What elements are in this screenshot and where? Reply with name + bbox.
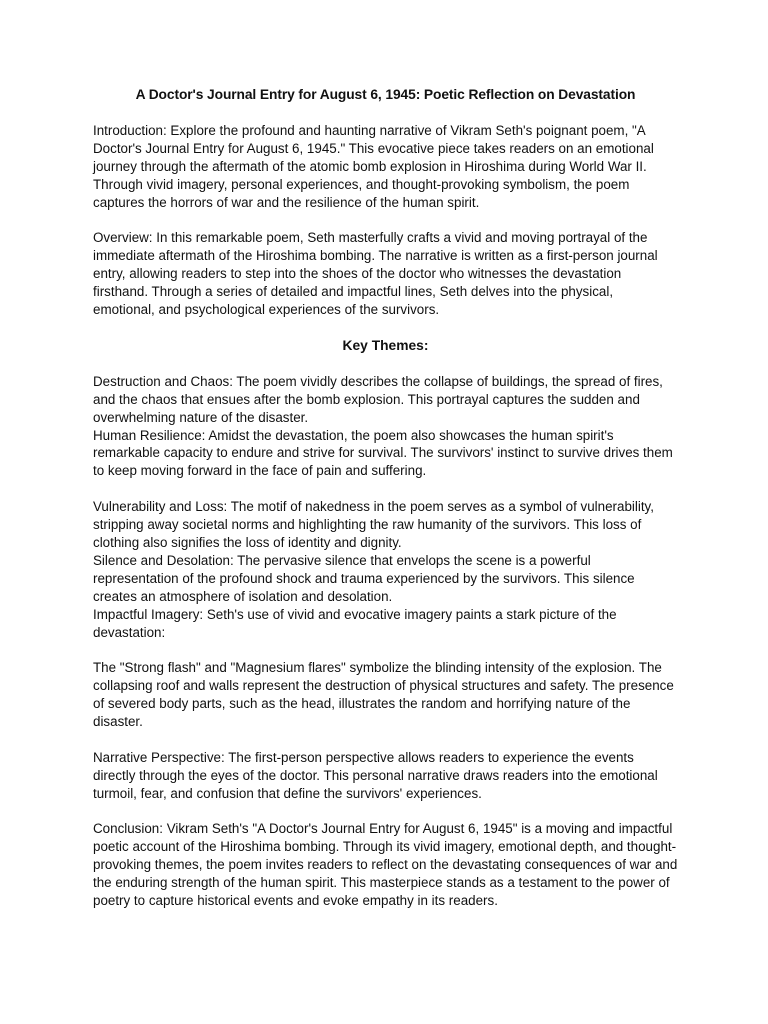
document-title: A Doctor's Journal Entry for August 6, 1945: Poetic Reflection on Devastation	[135, 87, 636, 102]
theme-silence-paragraph: Silence and Desolation: The pervasive silence that envelops the scene is a powerful representation of the profound shock and trauma experienced by the survivors. This silence creates an atmosphere of isolation and desolation.	[93, 552, 635, 604]
theme-destruction-paragraph: Destruction and Chaos: The poem vividly describes the collapse of buildings, the spread of fires, and the chaos that ensues after the bomb explosion. This portrayal captures the sudden and overwhelming nature of the disaster.	[93, 373, 663, 425]
imagery-detail-paragraph: The "Strong flash" and "Magnesium flares" symbolize the blinding intensity of the explosion. The collapsing roof and walls represent the destruction of physical structures and safety. The presence of severed body parts, such as the head, illustrates the random and horrifying nature of the disaster.	[93, 660, 674, 730]
conclusion-paragraph: Conclusion: Vikram Seth's "A Doctor's Journal Entry for August 6, 1945" is a moving and impactful poetic account of the Hiroshima bombing. Through its vivid imagery, emotional depth, and thought-provoking themes, the poem invites readers to reflect on the devastating consequences of war and the enduring strength of the human spirit. This masterpiece stands as a testament to the power of poetry to capture historical events and evoke empathy in its readers.	[93, 821, 678, 909]
paragraph-spacer	[93, 641, 678, 659]
paragraph-spacer	[93, 731, 678, 749]
narrative-perspective-paragraph: Narrative Perspective: The first-person perspective allows readers to experience the events directly through the eyes of the doctor. This personal narrative draws readers into the emotional turmoil, fear, and confusion that define the survivors' experiences.	[93, 749, 658, 801]
paragraph-spacer	[93, 803, 678, 821]
paragraph-spacer	[93, 480, 678, 498]
theme-resilience-paragraph: Human Resilience: Amidst the devastation, the poem also showcases the human spirit's remarkable capacity to endure and strive for survival. The survivors' instinct to survive drives them to keep moving forward in the face of pain and suffering.	[93, 427, 673, 479]
key-themes-heading: Key Themes:	[342, 337, 429, 353]
theme-imagery-paragraph: Impactful Imagery: Seth's use of vivid and evocative imagery paints a stark picture of the devastation:	[93, 606, 617, 640]
paragraph-spacer	[93, 319, 678, 337]
introduction-paragraph: Introduction: Explore the profound and haunting narrative of Vikram Seth's poignant poem, "A Doctor's Journal Entry for August 6, 1945." This evocative piece takes readers on an emotional journey through the aftermath of the atomic bomb explosion in Hiroshima during World War II. Through vivid imagery, personal experiences, and thought-provoking symbolism, the poem captures the horrors of war and the resilience of the human spirit.	[93, 123, 654, 210]
overview-paragraph: Overview: In this remarkable poem, Seth masterfully crafts a vivid and moving portrayal of the immediate aftermath of the Hiroshima bombing. The narrative is written as a first-person journal entry, allowing readers to step into the shoes of the doctor who witnesses the devastation firsthand. Through a series of detailed and impactful lines, Seth delves into the physical, emotional, and psychological experiences of the survivors.	[93, 230, 658, 318]
theme-vulnerability-paragraph: Vulnerability and Loss: The motif of nakedness in the poem serves as a symbol of vulnerability, stripping away societal norms and highlighting the raw humanity of the survivors. This loss of clothing also signifies the loss of identity and dignity.	[93, 499, 654, 550]
paragraph-spacer	[93, 212, 678, 230]
